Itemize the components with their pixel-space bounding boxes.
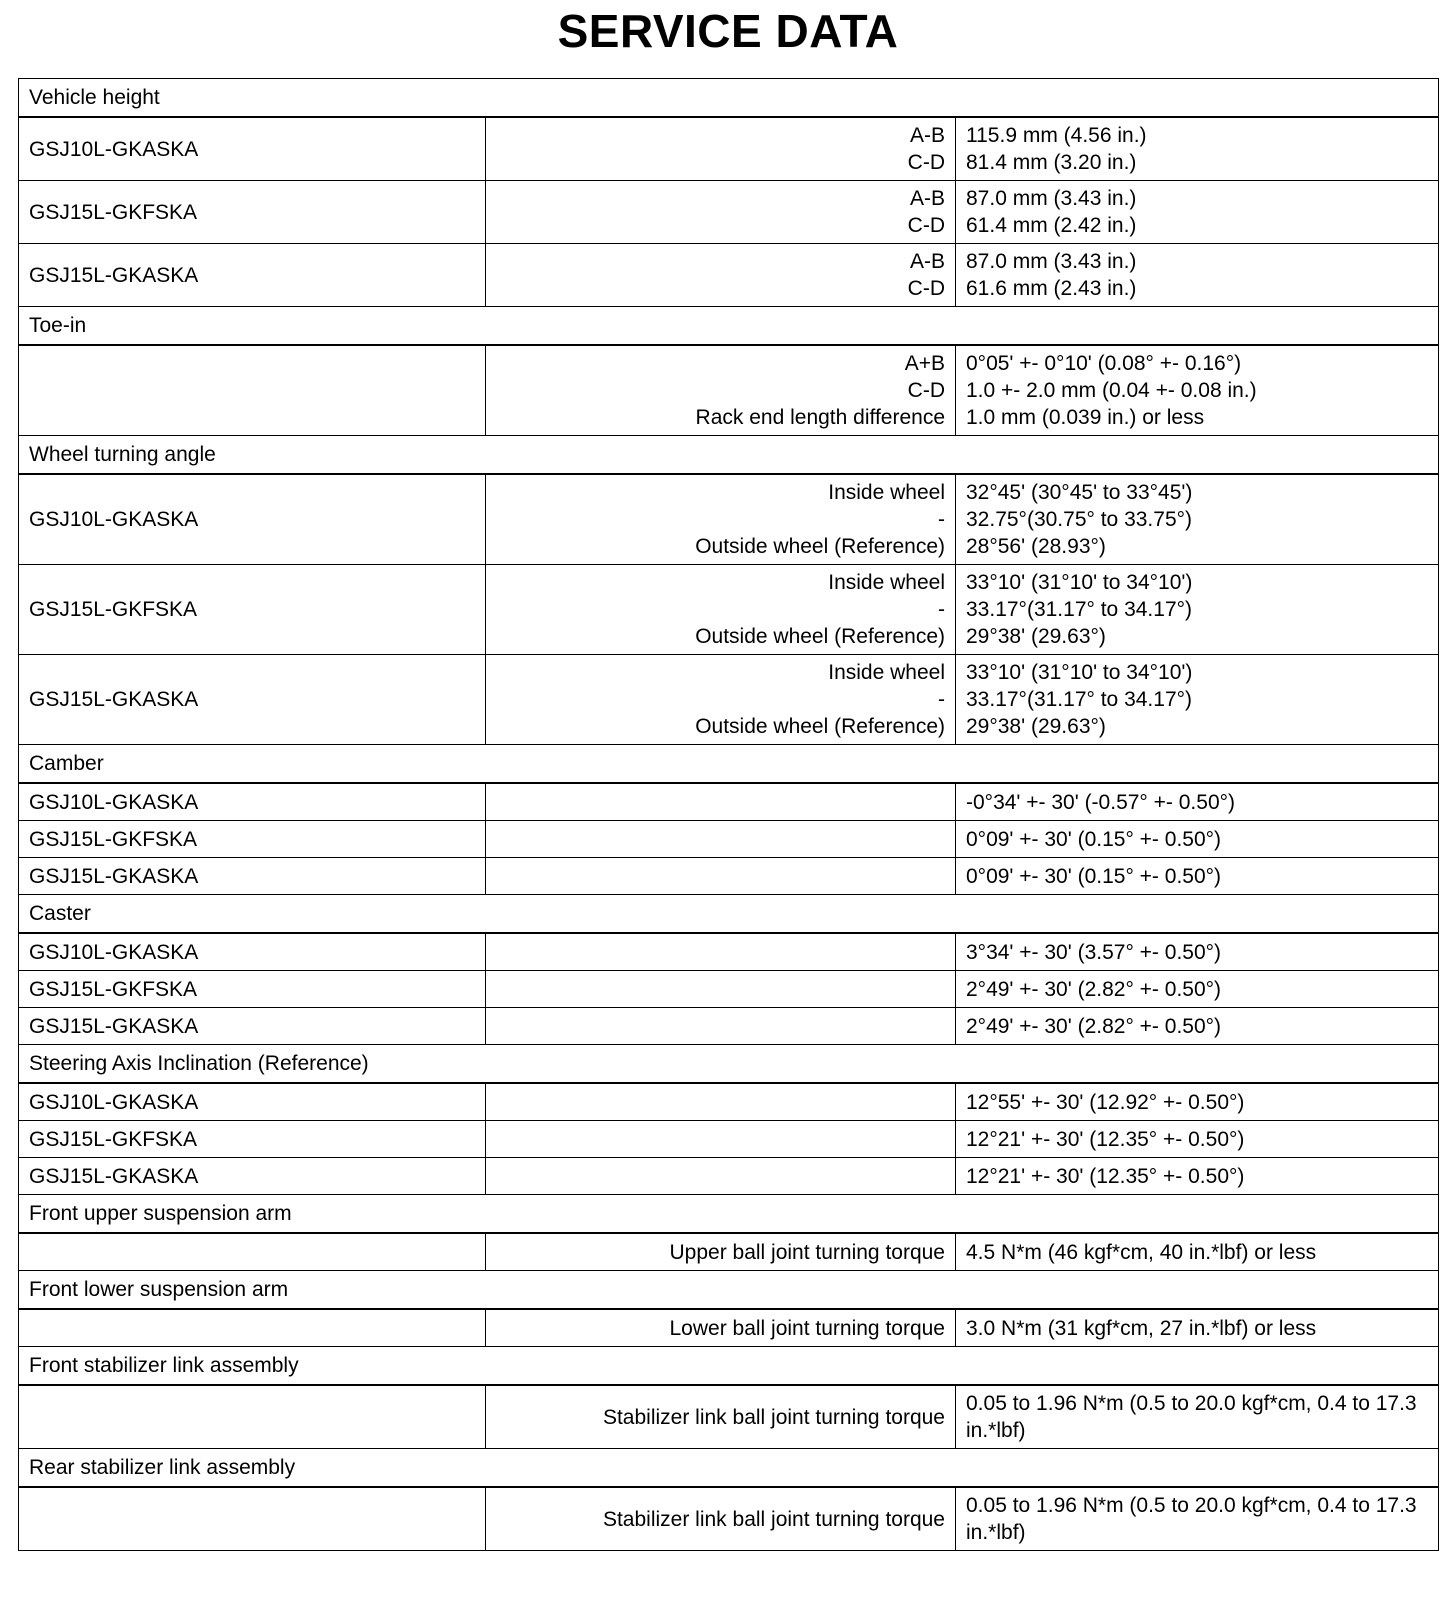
label-line: Rack end length difference [695,406,945,429]
label-line: Upper ball joint turning torque [669,1240,945,1264]
section-header-row [19,745,1439,784]
table-row [19,244,1439,307]
value-cell [956,474,1439,565]
label-cell [486,1008,956,1045]
model-cell [19,1309,486,1347]
value-cell [956,933,1439,971]
table-row [19,1309,1439,1347]
model-cell: GSJ15L-GKFSKA [19,565,486,655]
section-header-row [19,1449,1439,1488]
section-header-row [19,307,1439,346]
table-row [19,783,1439,821]
model-cell: GSJ15L-GKASKA [19,655,486,745]
value-line: 87.0 mm (3.43 in.) [966,187,1137,210]
value-line: -0°34' +- 30' (-0.57° +- 0.50°) [966,790,1236,814]
label-cell [486,244,956,307]
section-title: Rear stabilizer link assembly [19,1449,1439,1488]
section-header-row [19,895,1439,934]
value-line: 0.05 to 1.96 N*m (0.5 to 20.0 kgf*cm, 0.4 to 17.3 in.*lbf) [966,1392,1417,1442]
label-line: Outside wheel (Reference) [695,625,945,648]
value-line: 115.9 mm (4.56 in.) [966,124,1147,147]
value-cell [956,565,1439,655]
value-line: 12°21' +- 30' (12.35° +- 0.50°) [966,1164,1245,1188]
value-cell [956,1487,1439,1551]
service-data-table [18,78,1439,1551]
table-row [19,345,1439,436]
label-line: - [938,508,945,531]
label-cell [486,474,956,565]
value-cell [956,783,1439,821]
label-line: C-D [907,277,945,300]
value-cell [956,244,1439,307]
value-cell [956,1385,1439,1449]
value-line: 33.17°(31.17° to 34.17°) [966,688,1193,711]
model-cell: GSJ10L-GKASKA [19,1083,486,1121]
label-cell [486,565,956,655]
value-line: 2°49' +- 30' (2.82° +- 0.50°) [966,977,1222,1001]
value-line: 32°45' (30°45' to 33°45') [966,481,1193,504]
label-line: A+B [904,352,945,375]
value-cell [956,1083,1439,1121]
section-title: Toe-in [19,307,1439,346]
model-cell: GSJ15L-GKASKA [19,1008,486,1045]
section-header-row [19,1271,1439,1310]
section-title: Front upper suspension arm [19,1195,1439,1234]
section-title: Wheel turning angle [19,436,1439,475]
value-line: 0.05 to 1.96 N*m (0.5 to 20.0 kgf*cm, 0.4 to 17.3 in.*lbf) [966,1494,1417,1544]
label-line: C-D [907,214,945,237]
section-title: Vehicle height [19,79,1439,118]
section-header-row [19,436,1439,475]
value-cell [956,1233,1439,1271]
table-row [19,821,1439,858]
value-line: 87.0 mm (3.43 in.) [966,250,1137,273]
model-cell: GSJ15L-GKFSKA [19,181,486,244]
label-line: A-B [909,124,945,147]
model-cell: GSJ10L-GKASKA [19,933,486,971]
section-title: Steering Axis Inclination (Reference) [19,1045,1439,1084]
table-row [19,1487,1439,1551]
label-cell [486,971,956,1008]
table-row [19,1121,1439,1158]
label-cell [486,345,956,436]
label-cell [486,821,956,858]
value-line: 4.5 N*m (46 kgf*cm, 40 in.*lbf) or less [966,1240,1317,1264]
value-line: 32.75°(30.75° to 33.75°) [966,508,1193,531]
model-cell [19,1385,486,1449]
model-cell [19,345,486,436]
section-header-row [19,1347,1439,1386]
label-cell [486,1158,956,1195]
section-header-row [19,1195,1439,1234]
model-cell: GSJ10L-GKASKA [19,783,486,821]
value-line: 12°55' +- 30' (12.92° +- 0.50°) [966,1090,1245,1114]
service-data-body [19,79,1439,1551]
value-cell [956,655,1439,745]
value-line: 1.0 mm (0.039 in.) or less [966,406,1205,429]
value-line: 0°09' +- 30' (0.15° +- 0.50°) [966,827,1222,851]
section-title: Camber [19,745,1439,784]
value-line: 33°10' (31°10' to 34°10') [966,571,1193,594]
label-cell [486,1309,956,1347]
model-cell: GSJ15L-GKFSKA [19,1121,486,1158]
section-header-row [19,1045,1439,1084]
label-cell [486,655,956,745]
value-line: 61.4 mm (2.42 in.) [966,214,1137,237]
label-cell [486,1385,956,1449]
value-line: 12°21' +- 30' (12.35° +- 0.50°) [966,1127,1245,1151]
value-cell [956,858,1439,895]
label-line: Lower ball joint turning torque [669,1316,945,1340]
value-line: 0°05' +- 0°10' (0.08° +- 0.16°) [966,352,1242,375]
label-line: Inside wheel [828,481,945,504]
value-line: 0°09' +- 30' (0.15° +- 0.50°) [966,864,1222,888]
table-row [19,1158,1439,1195]
model-cell: GSJ15L-GKASKA [19,244,486,307]
value-line: 33.17°(31.17° to 34.17°) [966,598,1193,621]
model-cell: GSJ15L-GKFSKA [19,971,486,1008]
label-cell [486,1121,956,1158]
value-cell [956,181,1439,244]
label-line: Outside wheel (Reference) [695,715,945,738]
table-row [19,858,1439,895]
value-cell [956,1309,1439,1347]
table-row [19,1385,1439,1449]
value-cell [956,821,1439,858]
value-line: 3.0 N*m (31 kgf*cm, 27 in.*lbf) or less [966,1316,1317,1340]
value-line: 29°38' (29.63°) [966,625,1106,648]
model-cell: GSJ15L-GKASKA [19,858,486,895]
value-cell [956,1008,1439,1045]
label-cell [486,783,956,821]
model-cell: GSJ10L-GKASKA [19,117,486,181]
value-line: 29°38' (29.63°) [966,715,1106,738]
value-line: 3°34' +- 30' (3.57° +- 0.50°) [966,940,1222,964]
model-cell: GSJ15L-GKASKA [19,1158,486,1195]
value-cell [956,971,1439,1008]
table-row [19,971,1439,1008]
label-line: - [938,598,945,621]
label-cell [486,933,956,971]
table-row [19,1008,1439,1045]
value-line: 2°49' +- 30' (2.82° +- 0.50°) [966,1014,1222,1038]
label-line: Stabilizer link ball joint turning torque [602,1405,945,1429]
section-title: Front lower suspension arm [19,1271,1439,1310]
table-row [19,474,1439,565]
section-title: Front stabilizer link assembly [19,1347,1439,1386]
label-line: A-B [909,187,945,210]
label-line: Inside wheel [828,571,945,594]
section-header-row [19,79,1439,118]
model-cell: GSJ10L-GKASKA [19,474,486,565]
table-row [19,565,1439,655]
model-cell: GSJ15L-GKFSKA [19,821,486,858]
table-row [19,1233,1439,1271]
table-row [19,933,1439,971]
value-cell [956,117,1439,181]
label-line: C-D [907,379,945,402]
table-row [19,181,1439,244]
value-line: 61.6 mm (2.43 in.) [966,277,1137,300]
model-cell [19,1233,486,1271]
label-cell [486,1083,956,1121]
value-line: 28°56' (28.93°) [966,535,1106,558]
table-row [19,117,1439,181]
model-cell [19,1487,486,1551]
label-line: Outside wheel (Reference) [695,535,945,558]
label-line: C-D [907,151,945,174]
label-line: Stabilizer link ball joint turning torque [602,1507,945,1531]
label-cell [486,181,956,244]
value-line: 81.4 mm (3.20 in.) [966,151,1137,174]
value-cell [956,1158,1439,1195]
label-line: A-B [909,250,945,273]
label-line: Inside wheel [828,661,945,684]
value-cell [956,345,1439,436]
value-line: 33°10' (31°10' to 34°10') [966,661,1193,684]
table-row [19,655,1439,745]
page-title: SERVICE DATA [557,5,899,57]
label-cell [486,117,956,181]
label-cell [486,1487,956,1551]
section-title: Caster [19,895,1439,934]
value-line: 1.0 +- 2.0 mm (0.04 +- 0.08 in.) [966,379,1257,402]
label-cell [486,1233,956,1271]
value-cell [956,1121,1439,1158]
table-row [19,1083,1439,1121]
label-cell [486,858,956,895]
label-line: - [938,688,945,711]
